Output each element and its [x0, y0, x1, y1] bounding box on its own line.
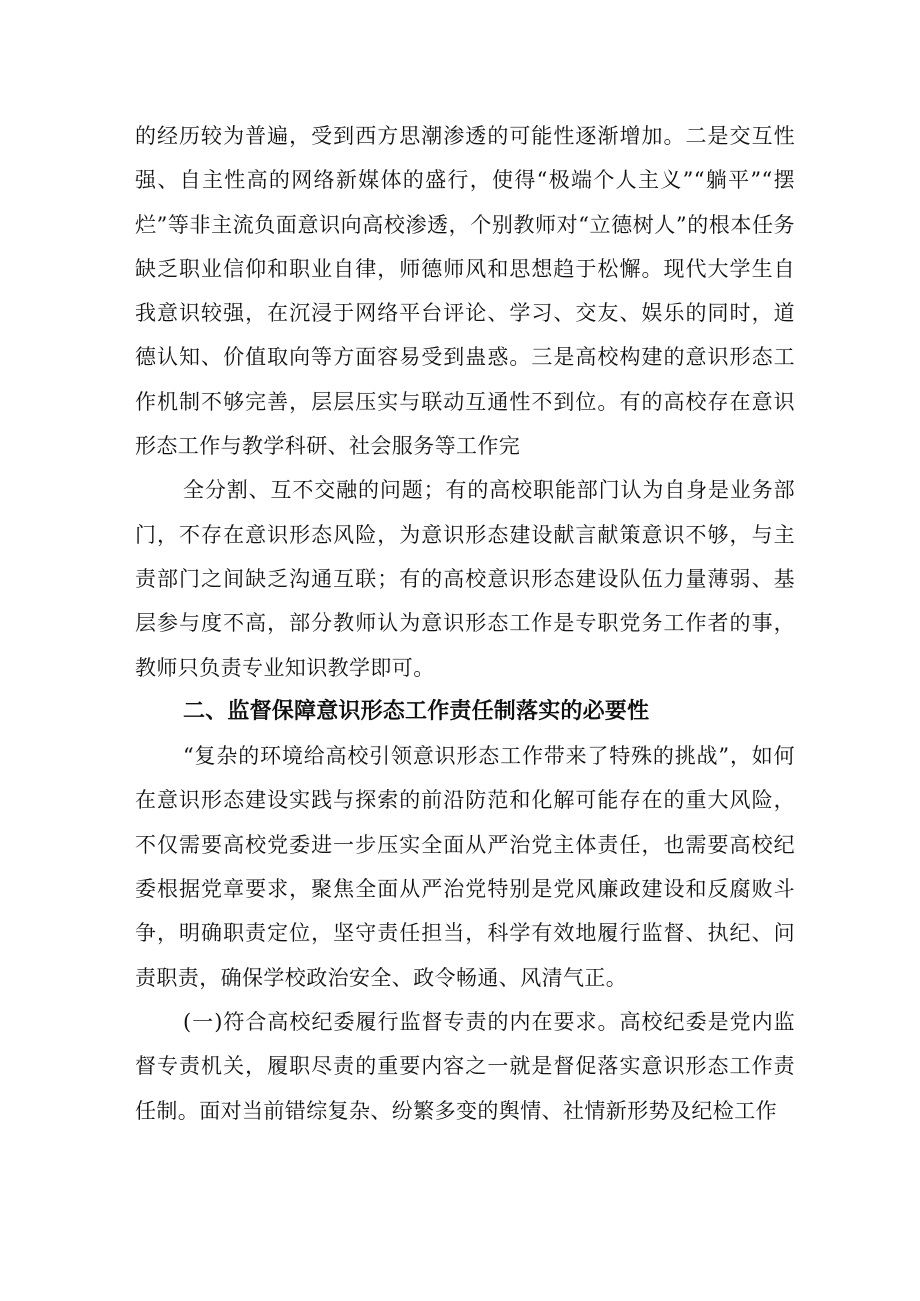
- section-heading: 二、监督保障意识形态工作责任制落实的必要性: [183, 698, 650, 724]
- paragraph-complex-environment: “复杂的环境给高校引领意识形态工作带来了特殊的挑战”，如何在意识形态建设实践与探索的前沿防范和化解可能存在的重大风险，不仅需要高校党委进一步压实全面从严治党主体责任，也需要高校纪委根据党章要求，聚焦全面从严治党特别是党风廉政建设和反腐败斗争，明确职责定位，坚守责任担当，科学有效地履行监督、执纪、问责职责，确保学校政治安全、政令畅通、风清气正。: [135, 744, 795, 990]
- document-body: [135, 114, 795, 1133]
- paragraph-supervision-requirement: (一)符合高校纪委履行监督专责的内在要求。高校纪委是党内监督专责机关，履职尽责的重要内容之一就是督促落实意识形态工作责任制。面对当前错综复杂、纷繁多变的舆情、社情新形势及纪检工作: [135, 1009, 795, 1123]
- paragraph-responsibility-division: 全分割、互不交融的问题；有的高校职能部门认为自身是业务部门，不存在意识形态风险，为意识形态建设献言献策意识不够，与主责部门之间缺乏沟通互联；有的高校意识形态建设队伍力量薄弱、基层参与度不高，部分教师认为意识形态工作是专职党务工作者的事，教师只负责专业知识教学即可。: [135, 478, 795, 680]
- paragraph-continuation: 的经历较为普遍，受到西方思潮渗透的可能性逐渐增加。二是交互性强、自主性高的网络新媒体的盛行，使得“极端个人主义”“躺平”“摆烂”等非主流负面意识向高校渗透，个别教师对“立德树人”的根本任务缺乏职业信仰和职业自律，师德师风和思想趋于松懈。现代大学生自我意识较强，在沉浸于网络平台评论、学习、交友、娱乐的同时，道德认知、价值取向等方面容易受到蛊惑。三是高校构建的意识形态工作机制不够完善，层层压实与联动互通性不到位。有的高校存在意识形态工作与教学科研、社会服务等工作完: [135, 124, 795, 459]
